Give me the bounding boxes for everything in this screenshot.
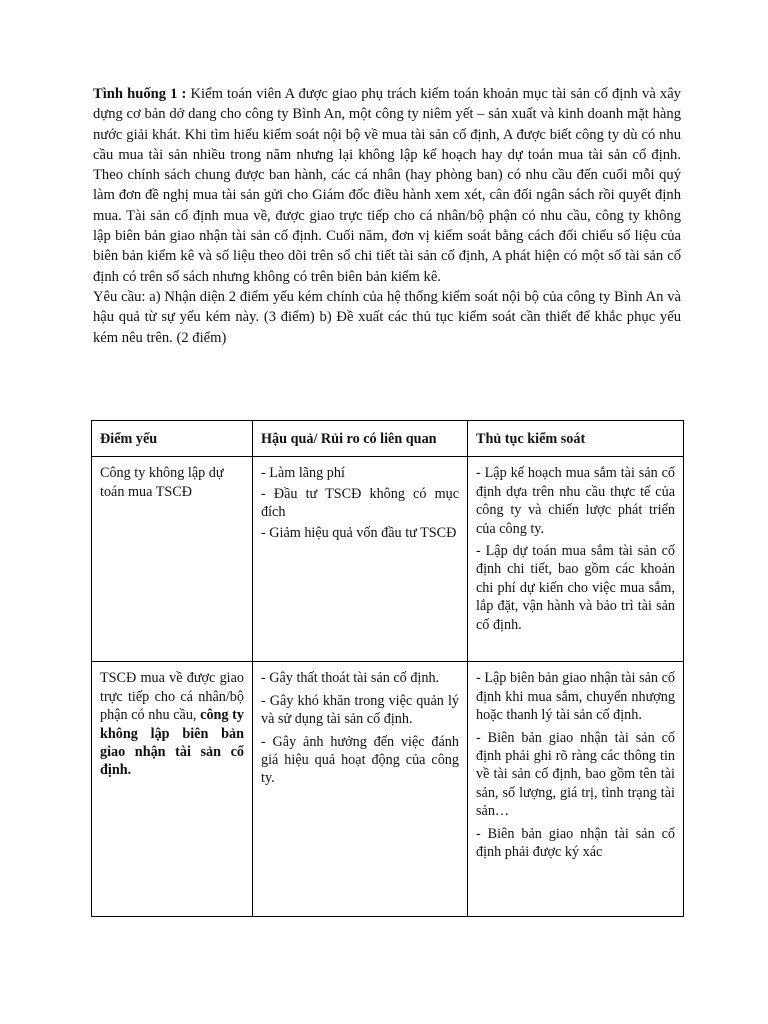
weakness-text: TSCĐ mua về được giao trực tiếp cho cá nhân/bộ phận có nhu cầu, <box>100 670 244 724</box>
consequence-item: - Giảm hiệu quả vốn đầu tư TSCĐ <box>261 524 457 541</box>
header-procedures: Thủ tục kiểm soát <box>468 421 684 457</box>
consequence-item: - Đầu tư TSCĐ không có mục đích <box>261 485 459 521</box>
requirement-paragraph: Yêu cầu: a) Nhận diện 2 điểm yếu kém chính của hệ thống kiểm soát nội bộ của công ty Bình An và hậu quả từ sự yếu kém này. (3 điểm) b) Đề xuất các thủ tục kiểm soát cần thiết để khắc phục yếu kém nêu trên. (2 điểm) <box>93 288 681 346</box>
table-row <box>92 457 684 662</box>
procedure-item: - Lập kế hoạch mua sắm tài sản cố định dựa trên nhu cầu thực tế của công ty và chiến lược phát triển của công ty. <box>476 465 675 537</box>
header-weakness: Điểm yếu <box>92 421 253 457</box>
consequence-item: - Gây khó khăn trong việc quản lý và sử dụng tài sản cố định. <box>261 692 459 728</box>
row1-consequences <box>253 457 468 662</box>
analysis-table <box>91 420 684 917</box>
procedure-item: - Biên bản giao nhận tài sản cố định phải được ký xác <box>476 825 675 861</box>
consequence-item: - Gây thất thoát tài sản cố định. <box>261 670 440 687</box>
case-paragraph <box>93 84 681 287</box>
row1-weakness <box>92 457 253 662</box>
case-body: Kiểm toán viên A được giao phụ trách kiểm toán khoản mục tài sản cố định và xây dựng cơ bản dở dang cho công ty Bình An, một công ty niêm yết – sản xuất và kinh doanh mặt hàng nước giải khát. Khi tìm hiểu kiểm soát nội bộ về mua tài sản cố định, A được biết công ty dù có nhu cầu mua tài sản nhiều trong năm nhưng lại không lập kế hoạch hay dự toán mua tài sản cố định. Theo chính sách chung được ban hành, các cá nhân (hay phòng ban) có nhu cầu đến cuối mỗi quý làm đơn đề nghị mua tài sản gửi cho Giám đốc điều hành xem xét, cân đối ngân sách rồi quyết định mua. Tài sản cố định mua về, được giao trực tiếp cho cá nhân/bộ phận có nhu cầu, công ty không lập biên bản giao nhận tài sản cố định. Cuối năm, đơn vị kiểm soát bằng cách đối chiếu số liệu của biên bản kiểm kê và số liệu theo dõi trên sổ chi tiết tài sản cố định, A phát hiện có một số tài sản cố định có trên sổ sách nhưng không có trên biên bản kiểm kê. <box>93 86 681 285</box>
consequence-item: - Làm lãng phí <box>261 465 345 482</box>
procedure-item: - Lập biên bản giao nhận tài sản cố định khi mua sắm, chuyển nhượng hoặc thanh lý tài sản cố định. <box>476 670 675 724</box>
weakness-text-bold: công ty không lập biên bản giao nhận tài sản cố định. <box>100 707 244 779</box>
row2-weakness <box>92 662 253 917</box>
table-row <box>92 662 684 917</box>
row2-procedures <box>468 662 684 917</box>
case-label: Tình huống 1 : <box>93 86 187 102</box>
consequence-item: - Gây ảnh hưởng đến việc đánh giá hiệu quả hoạt động của công ty. <box>261 733 459 787</box>
procedure-item: - Lập dự toán mua sắm tài sản cố định chi tiết, bao gồm các khoản chi phí dự kiến cho việc mua sắm, lắp đặt, vận hành và bảo trì tài sản cố định. <box>476 543 675 633</box>
header-consequences: Hậu quả/ Rủi ro có liên quan <box>253 421 468 457</box>
case-description <box>93 84 681 348</box>
row1-procedures <box>468 457 684 662</box>
weakness-text: Công ty không lập dự toán mua TSCĐ <box>100 465 224 500</box>
procedure-item: - Biên bản giao nhận tài sản cố định phải ghi rõ ràng các thông tin về tài sản cố định, bao gồm tên tài sản, số lượng, giá trị, tình trạng tài sản… <box>476 729 675 820</box>
table-header-row <box>92 421 684 457</box>
row2-consequences <box>253 662 468 917</box>
